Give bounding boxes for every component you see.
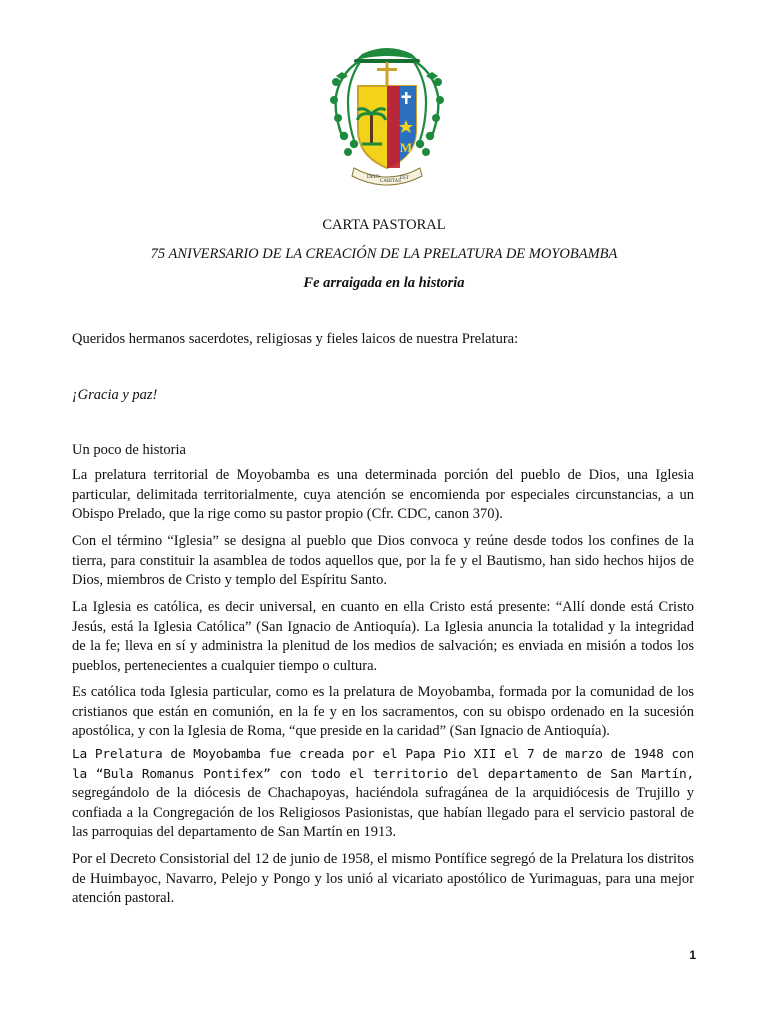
paragraph-3: La Iglesia es católica, es decir universal, en cuanto en ella Cristo está presente: “Allí donde está Cristo Jesús, está la Iglesia Católica” (San Ignacio de Antioquía). La Iglesia anuncia la totalidad y la integridad de la fe; lleva en sí y administra la plenitud de los medios de salvación; es enviada en misión a todos los pueblos, pertenecientes a cualquier tiempo o cultura. [72, 599, 694, 674]
paragraph-5 [72, 745, 694, 843]
svg-text:M: M [399, 140, 413, 155]
document-title: CARTA PASTORAL [322, 217, 446, 233]
episcopal-coat-of-arms [324, 40, 450, 192]
paragraph-2: Con el término “Iglesia” se designa al pueblo que Dios convoca y reúne desde todos los confines de la tierra, para constituir la asamblea de todos aquellos que, por la fe y el Bautismo, han sido hechos hijos de Dios, miembros de Cristo y templo del Espíritu Santo. [72, 533, 694, 588]
crest-motto-1: DEUS [367, 175, 381, 180]
crest-motto-2: CARITAS [380, 179, 401, 184]
paragraph-4: Es católica toda Iglesia particular, como es la prelatura de Moyobamba, formada por la comunidad de los cristianos que están en comunión, en la fe y en los sacramentos, con su obispo ordenado en la sucesión apostólica, y con la Iglesia de Roma, “que preside en la caridad” (San Ignacio de Antioquía). [72, 684, 694, 739]
page-number: 1 [689, 948, 696, 962]
greeting-grace: ¡Gracia y paz! [72, 387, 158, 403]
paragraph-5-rest: segregándolo de la diócesis de Chachapoyas, haciéndola sufragánea de la arquidiócesis de Trujillo y confiada a la Congregación de los Religiosos Pasionistas, que habían llegado para el servicio pastoral de las parroquias del departamento de San Martín en 1913. [72, 785, 694, 840]
paragraph-6: Por el Decreto Consistorial del 12 de junio de 1958, el mismo Pontífice segregó de la Prelatura los distritos de Huimbayoc, Navarro, Pelejo y Pongo y los unió al vicariato apostólico de Yurimaguas, para una mejor atención pastoral. [72, 851, 694, 906]
crest-motto-3: EST [400, 176, 409, 181]
paragraph-5-alt-font: La Prelatura de Moyobamba fue creada por el Papa Pio XII el 7 de marzo de 1948 con la “Bula Romanus Pontifex” con todo el territorio del departamento de San Martín, [72, 747, 694, 782]
document-subtitle: 75 ANIVERSARIO DE LA CREACIÓN DE LA PRELATURA DE MOYOBAMBA [150, 246, 618, 262]
paragraph-1: La prelatura territorial de Moyobamba es una determinada porción del pueblo de Dios, una Iglesia particular, delimitada territorialmente, cuya atención se encomienda por especiales circunstancias, a un Obispo Prelado, que la rige como su pastor propio (Cfr. CDC, canon 370). [72, 467, 694, 522]
section-heading: Un poco de historia [72, 442, 186, 458]
salutation: Queridos hermanos sacerdotes, religiosas y fieles laicos de nuestra Prelatura: [72, 331, 519, 347]
document-motto: Fe arraigada en la historia [303, 275, 465, 291]
